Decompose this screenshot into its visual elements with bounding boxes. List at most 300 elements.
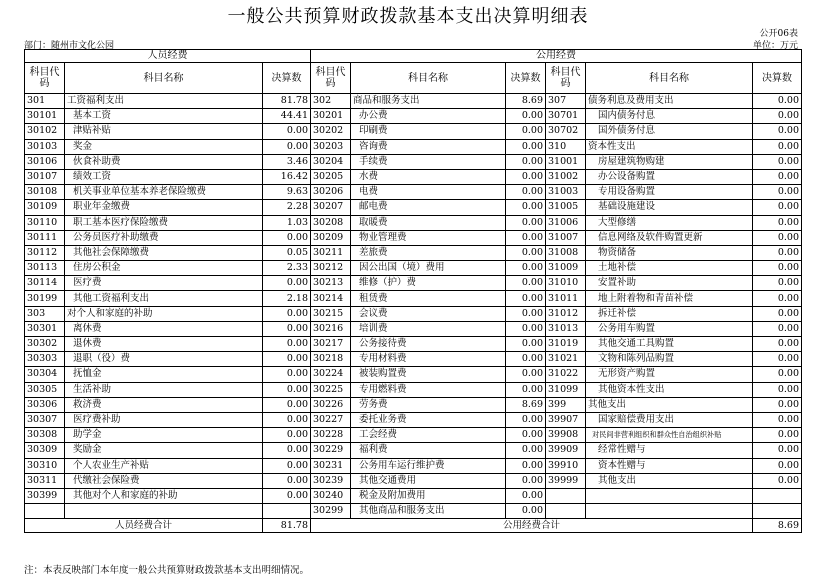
code-cell: 30203 (311, 139, 351, 154)
amount-cell: 0.00 (263, 230, 311, 245)
amount-cell: 0.00 (263, 321, 311, 336)
table-row (25, 200, 802, 215)
code-cell: 30304 (25, 367, 65, 382)
code-cell: 30101 (25, 109, 65, 124)
name-cell: 税金及附加费用 (351, 488, 506, 503)
code-cell: 30224 (311, 367, 351, 382)
amount-cell: 0.00 (263, 473, 311, 488)
code-cell: 30108 (25, 185, 65, 200)
amount-cell: 44.41 (263, 109, 311, 124)
header-code: 科目代码 (311, 63, 351, 94)
table-row (25, 306, 802, 321)
table-row (25, 428, 802, 443)
code-cell: 30225 (311, 382, 351, 397)
name-cell: 文物和陈列品购置 (586, 352, 753, 367)
amount-cell: 81.78 (263, 94, 311, 109)
amount-cell (753, 488, 802, 503)
amount-cell: 0.00 (506, 428, 546, 443)
name-cell: 无形资产购置 (586, 367, 753, 382)
code-cell: 30218 (311, 352, 351, 367)
code-cell: 31005 (546, 200, 586, 215)
name-cell: 信息网络及软件购置更新 (586, 230, 753, 245)
amount-cell: 0.00 (753, 185, 802, 200)
amount-cell: 0.00 (263, 428, 311, 443)
table-row (25, 94, 802, 109)
personnel-total-label: 人员经费合计 (25, 519, 263, 533)
section-header-row (25, 50, 802, 63)
name-cell: 办公费 (351, 109, 506, 124)
name-cell: 培训费 (351, 321, 506, 336)
amount-cell: 0.00 (753, 397, 802, 412)
table-row (25, 261, 802, 276)
name-cell: 退职（役）费 (65, 352, 263, 367)
amount-cell: 0.00 (753, 245, 802, 260)
name-cell: 维修（护）费 (351, 276, 506, 291)
code-cell: 30112 (25, 245, 65, 260)
name-cell: 土地补偿 (586, 261, 753, 276)
name-cell: 会议费 (351, 306, 506, 321)
amount-cell: 2.33 (263, 261, 311, 276)
header-code: 科目代码 (546, 63, 586, 94)
name-cell: 医疗费补助 (65, 412, 263, 427)
code-cell: 30311 (25, 473, 65, 488)
name-cell: 物业管理费 (351, 230, 506, 245)
header-name: 科目名称 (351, 63, 506, 94)
amount-cell: 0.00 (753, 412, 802, 427)
section-personnel: 人员经费 (25, 50, 311, 63)
amount-cell: 8.69 (506, 94, 546, 109)
amount-cell: 0.00 (506, 504, 546, 519)
amount-cell: 0.00 (263, 139, 311, 154)
table-row (25, 473, 802, 488)
amount-cell: 0.00 (753, 94, 802, 109)
amount-cell: 1.03 (263, 215, 311, 230)
amount-cell: 0.00 (753, 306, 802, 321)
code-cell: 30226 (311, 397, 351, 412)
amount-cell: 0.00 (263, 124, 311, 139)
amount-cell: 0.00 (506, 261, 546, 276)
code-cell: 30113 (25, 261, 65, 276)
header-amount: 决算数 (753, 63, 802, 94)
name-cell (586, 488, 753, 503)
amount-cell: 0.00 (506, 291, 546, 306)
amount-cell: 8.69 (506, 397, 546, 412)
code-cell: 30215 (311, 306, 351, 321)
name-cell: 其他商品和服务支出 (351, 504, 506, 519)
header-code: 科目代码 (25, 63, 65, 94)
amount-cell: 0.00 (753, 154, 802, 169)
amount-cell: 0.00 (506, 473, 546, 488)
amount-cell: 0.00 (753, 321, 802, 336)
name-cell: 其他工资福利支出 (65, 291, 263, 306)
name-cell: 电费 (351, 185, 506, 200)
code-cell: 30228 (311, 428, 351, 443)
amount-cell: 9.63 (263, 185, 311, 200)
table-row (25, 321, 802, 336)
name-cell: 手续费 (351, 154, 506, 169)
name-cell: 其他对个人和家庭的补助 (65, 488, 263, 503)
name-cell: 国内债务付息 (586, 109, 753, 124)
form-number: 公开06表 (759, 29, 798, 39)
amount-cell: 0.00 (263, 443, 311, 458)
code-cell: 31001 (546, 154, 586, 169)
amount-cell: 0.00 (753, 473, 802, 488)
amount-cell (263, 504, 311, 519)
name-cell: 房屋建筑物购建 (586, 154, 753, 169)
amount-cell: 0.00 (753, 169, 802, 184)
name-cell: 对民间非营利组织和群众性自治组织补贴 (586, 428, 753, 443)
code-cell: 31099 (546, 382, 586, 397)
code-cell: 301 (25, 94, 65, 109)
code-cell: 30229 (311, 443, 351, 458)
amount-cell: 0.00 (506, 321, 546, 336)
table-row (25, 443, 802, 458)
code-cell: 30209 (311, 230, 351, 245)
name-cell: 安置补助 (586, 276, 753, 291)
name-cell: 住房公积金 (65, 261, 263, 276)
code-cell: 30216 (311, 321, 351, 336)
header-amount: 决算数 (506, 63, 546, 94)
amount-cell: 0.00 (506, 245, 546, 260)
table-row (25, 169, 802, 184)
name-cell: 公务接待费 (351, 337, 506, 352)
code-cell (546, 504, 586, 519)
code-cell: 310 (546, 139, 586, 154)
amount-cell: 0.00 (263, 488, 311, 503)
name-cell: 公务用车运行维护费 (351, 458, 506, 473)
code-cell: 31006 (546, 215, 586, 230)
table-row (25, 412, 802, 427)
code-cell: 31021 (546, 352, 586, 367)
amount-cell: 0.00 (506, 352, 546, 367)
amount-cell: 0.00 (506, 443, 546, 458)
code-cell: 30207 (311, 200, 351, 215)
amount-cell: 16.42 (263, 169, 311, 184)
amount-cell: 0.00 (753, 230, 802, 245)
name-cell: 对个人和家庭的补助 (65, 306, 263, 321)
amount-cell: 0.00 (263, 276, 311, 291)
name-cell: 商品和服务支出 (351, 94, 506, 109)
code-cell (546, 488, 586, 503)
amount-cell: 0.00 (263, 352, 311, 367)
name-cell: 抚恤金 (65, 367, 263, 382)
name-cell: 医疗费 (65, 276, 263, 291)
name-cell: 邮电费 (351, 200, 506, 215)
amount-cell (753, 504, 802, 519)
name-cell: 职工基本医疗保险缴费 (65, 215, 263, 230)
amount-cell: 0.00 (506, 337, 546, 352)
code-cell: 31007 (546, 230, 586, 245)
table-row (25, 139, 802, 154)
code-cell: 30103 (25, 139, 65, 154)
amount-cell: 0.00 (506, 215, 546, 230)
name-cell: 国家赔偿费用支出 (586, 412, 753, 427)
name-cell: 拆迁补偿 (586, 306, 753, 321)
code-cell: 30107 (25, 169, 65, 184)
name-cell: 离休费 (65, 321, 263, 336)
name-cell: 工会经费 (351, 428, 506, 443)
code-cell: 30302 (25, 337, 65, 352)
totals-row (25, 519, 802, 533)
code-cell: 302 (311, 94, 351, 109)
code-cell: 30212 (311, 261, 351, 276)
table-row (25, 504, 802, 519)
name-cell: 福利费 (351, 443, 506, 458)
unit-label: 单位：万元 (752, 41, 798, 51)
amount-cell: 0.00 (753, 261, 802, 276)
name-cell: 其他交通工具购置 (586, 337, 753, 352)
name-cell: 专用材料费 (351, 352, 506, 367)
code-cell: 30308 (25, 428, 65, 443)
code-cell: 39908 (546, 428, 586, 443)
code-cell: 31003 (546, 185, 586, 200)
code-cell: 30110 (25, 215, 65, 230)
name-cell: 津贴补贴 (65, 124, 263, 139)
code-cell: 30309 (25, 443, 65, 458)
name-cell: 其他交通费用 (351, 473, 506, 488)
expenditure-table (24, 49, 802, 533)
name-cell: 资本性支出 (586, 139, 753, 154)
code-cell: 30208 (311, 215, 351, 230)
code-cell: 303 (25, 306, 65, 321)
name-cell: 办公设备购置 (586, 169, 753, 184)
amount-cell: 0.00 (263, 337, 311, 352)
code-cell: 31012 (546, 306, 586, 321)
name-cell: 因公出国（境）费用 (351, 261, 506, 276)
name-cell: 基本工资 (65, 109, 263, 124)
code-cell: 31013 (546, 321, 586, 336)
name-cell: 大型修缮 (586, 215, 753, 230)
name-cell: 其他支出 (586, 397, 753, 412)
code-cell: 30239 (311, 473, 351, 488)
code-cell: 30202 (311, 124, 351, 139)
name-cell: 印刷费 (351, 124, 506, 139)
amount-cell: 0.00 (263, 412, 311, 427)
amount-cell: 0.00 (506, 367, 546, 382)
code-cell: 30201 (311, 109, 351, 124)
section-public: 公用经费 (311, 50, 802, 63)
personnel-total-value: 81.78 (263, 519, 311, 533)
amount-cell: 0.00 (506, 488, 546, 503)
name-cell: 绩效工资 (65, 169, 263, 184)
amount-cell: 0.00 (753, 291, 802, 306)
code-cell: 30206 (311, 185, 351, 200)
name-cell: 经常性赠与 (586, 443, 753, 458)
table-row (25, 352, 802, 367)
code-cell: 39907 (546, 412, 586, 427)
name-cell: 公务用车购置 (586, 321, 753, 336)
amount-cell: 0.00 (506, 154, 546, 169)
table-row (25, 397, 802, 412)
code-cell: 30211 (311, 245, 351, 260)
table-row (25, 337, 802, 352)
amount-cell: 2.28 (263, 200, 311, 215)
code-cell: 30701 (546, 109, 586, 124)
code-cell: 30240 (311, 488, 351, 503)
table-row (25, 154, 802, 169)
code-cell: 30301 (25, 321, 65, 336)
code-cell: 39910 (546, 458, 586, 473)
amount-cell: 0.00 (753, 139, 802, 154)
table-row (25, 185, 802, 200)
amount-cell: 0.00 (753, 458, 802, 473)
header-amount: 决算数 (263, 63, 311, 94)
name-cell: 水费 (351, 169, 506, 184)
name-cell: 其他支出 (586, 473, 753, 488)
name-cell: 职业年金缴费 (65, 200, 263, 215)
amount-cell: 0.00 (506, 458, 546, 473)
code-cell: 31009 (546, 261, 586, 276)
code-cell: 30204 (311, 154, 351, 169)
column-header-row (25, 63, 802, 94)
amount-cell: 0.00 (753, 124, 802, 139)
name-cell: 差旅费 (351, 245, 506, 260)
code-cell: 39909 (546, 443, 586, 458)
code-cell: 30114 (25, 276, 65, 291)
amount-cell: 0.00 (263, 382, 311, 397)
code-cell: 30106 (25, 154, 65, 169)
public-total-value: 8.69 (753, 519, 802, 533)
amount-cell: 3.46 (263, 154, 311, 169)
code-cell: 30217 (311, 337, 351, 352)
code-cell: 399 (546, 397, 586, 412)
code-cell: 30307 (25, 412, 65, 427)
header-name: 科目名称 (586, 63, 753, 94)
amount-cell: 0.00 (263, 458, 311, 473)
name-cell: 被装购置费 (351, 367, 506, 382)
amount-cell: 0.00 (506, 200, 546, 215)
name-cell: 其他资本性支出 (586, 382, 753, 397)
amount-cell: 0.00 (753, 200, 802, 215)
code-cell: 30213 (311, 276, 351, 291)
code-cell: 30109 (25, 200, 65, 215)
name-cell: 基础设施建设 (586, 200, 753, 215)
name-cell: 机关事业单位基本养老保险缴费 (65, 185, 263, 200)
code-cell: 30299 (311, 504, 351, 519)
name-cell: 伙食补助费 (65, 154, 263, 169)
code-cell: 31022 (546, 367, 586, 382)
name-cell: 专用燃料费 (351, 382, 506, 397)
code-cell: 30303 (25, 352, 65, 367)
code-cell: 31008 (546, 245, 586, 260)
amount-cell: 0.00 (753, 276, 802, 291)
table-row (25, 215, 802, 230)
table-row (25, 109, 802, 124)
table-row (25, 458, 802, 473)
table-row (25, 291, 802, 306)
code-cell: 30111 (25, 230, 65, 245)
code-cell: 30231 (311, 458, 351, 473)
table-row (25, 124, 802, 139)
footnote: 注：本表反映部门本年度一般公共预算财政拨款基本支出明细情况。 (24, 565, 310, 576)
amount-cell: 0.00 (753, 443, 802, 458)
name-cell: 国外债务付息 (586, 124, 753, 139)
amount-cell: 0.00 (263, 367, 311, 382)
name-cell: 债务利息及费用支出 (586, 94, 753, 109)
report-title: 一般公共预算财政拨款基本支出决算明细表 (227, 6, 589, 27)
code-cell: 31011 (546, 291, 586, 306)
code-cell: 39999 (546, 473, 586, 488)
name-cell: 地上附着物和青苗补偿 (586, 291, 753, 306)
amount-cell: 0.00 (506, 139, 546, 154)
amount-cell: 0.00 (753, 352, 802, 367)
table-row (25, 367, 802, 382)
table-row (25, 382, 802, 397)
amount-cell: 0.00 (506, 109, 546, 124)
code-cell: 30102 (25, 124, 65, 139)
name-cell: 奖金 (65, 139, 263, 154)
amount-cell: 0.00 (753, 109, 802, 124)
table-row (25, 245, 802, 260)
code-cell: 30306 (25, 397, 65, 412)
header-name: 科目名称 (65, 63, 263, 94)
name-cell: 个人农业生产补贴 (65, 458, 263, 473)
name-cell: 公务员医疗补助缴费 (65, 230, 263, 245)
code-cell: 30227 (311, 412, 351, 427)
amount-cell: 0.00 (263, 306, 311, 321)
name-cell (586, 504, 753, 519)
name-cell: 资本性赠与 (586, 458, 753, 473)
table-row (25, 488, 802, 503)
amount-cell: 0.00 (506, 124, 546, 139)
amount-cell: 0.00 (753, 215, 802, 230)
name-cell: 咨询费 (351, 139, 506, 154)
name-cell: 劳务费 (351, 397, 506, 412)
public-total-label: 公用经费合计 (311, 519, 753, 533)
amount-cell: 0.00 (506, 169, 546, 184)
name-cell: 租赁费 (351, 291, 506, 306)
amount-cell: 0.00 (506, 306, 546, 321)
code-cell: 30702 (546, 124, 586, 139)
name-cell: 生活补助 (65, 382, 263, 397)
department-label: 部门：随州市文化公园 (24, 41, 115, 51)
amount-cell: 2.18 (263, 291, 311, 306)
code-cell: 307 (546, 94, 586, 109)
amount-cell: 0.00 (506, 230, 546, 245)
amount-cell: 0.05 (263, 245, 311, 260)
amount-cell: 0.00 (753, 382, 802, 397)
name-cell: 代缴社会保险费 (65, 473, 263, 488)
code-cell: 31002 (546, 169, 586, 184)
code-cell: 30305 (25, 382, 65, 397)
code-cell: 30205 (311, 169, 351, 184)
code-cell (25, 504, 65, 519)
amount-cell: 0.00 (753, 428, 802, 443)
amount-cell: 0.00 (506, 382, 546, 397)
name-cell: 工资福利支出 (65, 94, 263, 109)
code-cell: 31010 (546, 276, 586, 291)
name-cell: 救济费 (65, 397, 263, 412)
amount-cell: 0.00 (263, 397, 311, 412)
code-cell: 30399 (25, 488, 65, 503)
code-cell: 30214 (311, 291, 351, 306)
table-row (25, 276, 802, 291)
amount-cell: 0.00 (506, 412, 546, 427)
name-cell: 委托业务费 (351, 412, 506, 427)
name-cell: 专用设备购置 (586, 185, 753, 200)
code-cell: 30310 (25, 458, 65, 473)
amount-cell: 0.00 (506, 276, 546, 291)
name-cell: 取暖费 (351, 215, 506, 230)
code-cell: 31019 (546, 337, 586, 352)
name-cell: 助学金 (65, 428, 263, 443)
name-cell: 奖励金 (65, 443, 263, 458)
table-row (25, 230, 802, 245)
amount-cell: 0.00 (753, 367, 802, 382)
name-cell: 其他社会保障缴费 (65, 245, 263, 260)
code-cell: 30199 (25, 291, 65, 306)
amount-cell: 0.00 (506, 185, 546, 200)
